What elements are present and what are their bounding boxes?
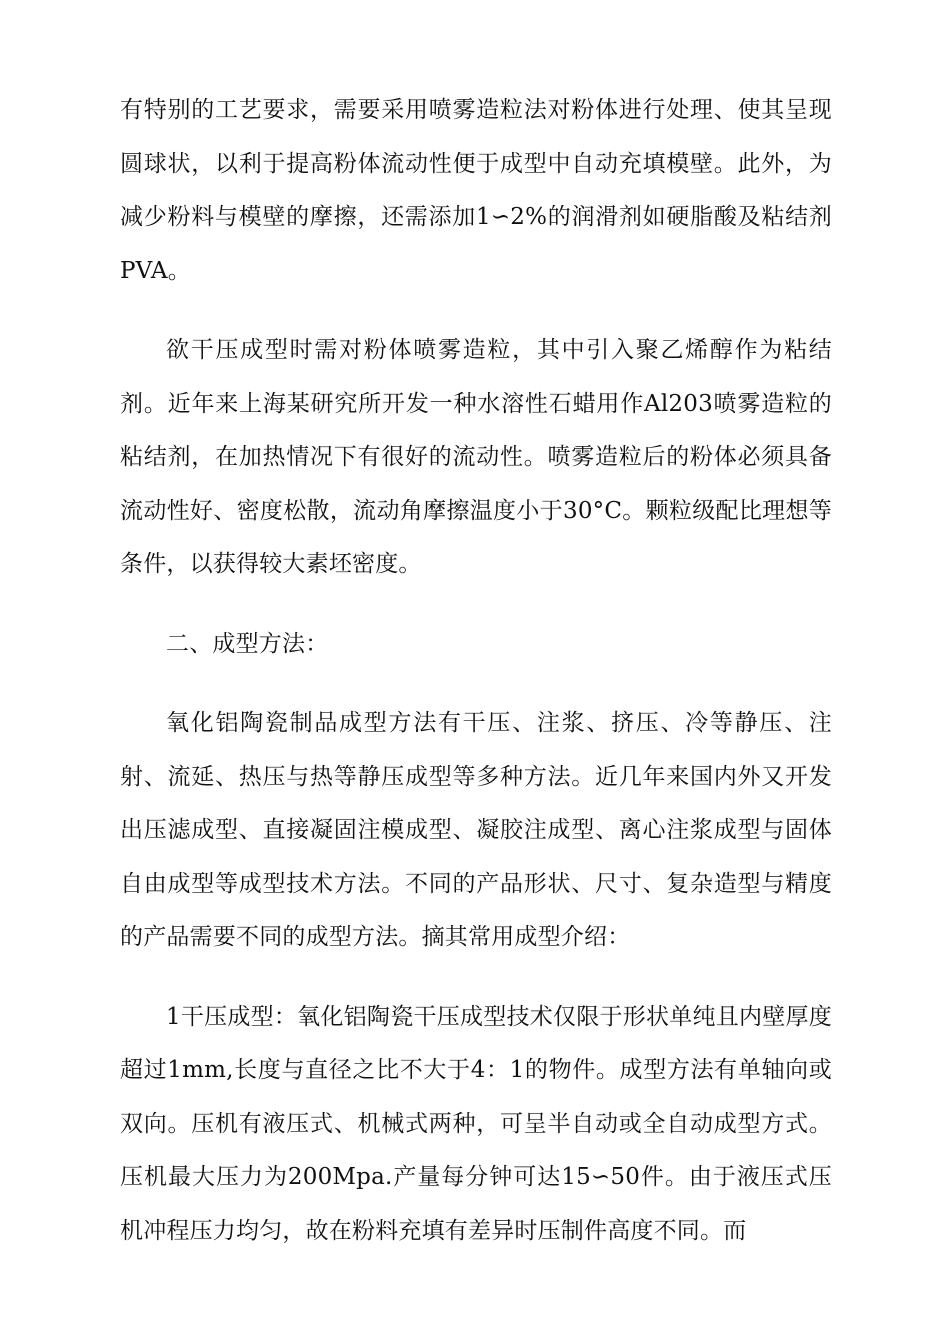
- paragraph-spray-granulation: 欲干压成型时需对粉体喷雾造粒，其中引入聚乙烯醇作为粘结剂。近年来上海某研究所开发一种水溶性石蜡用作Al203喷雾造粒的粘结剂，在加热情况下有很好的流动性。喷雾造粒后的粉体必须具备流动性好、密度松散，流动角摩擦温度小于30°C。颗粒级配比理想等条件，以获得较大素坯密度。: [120, 337, 833, 577]
- paragraph-gap: [120, 298, 832, 324]
- paragraph-gap: [120, 965, 832, 991]
- paragraph-forming-methods-overview: 氧化铝陶瓷制品成型方法有干压、注浆、挤压、冷等静压、注射、流延、热压与热等静压成型等多种方法。近几年来国内外又开发出压滤成型、直接凝固注模成型、凝胶注成型、离心注浆成型与固体自由成型等成型技术方法。不同的产品形状、尺寸、复杂造型与精度的产品需要不同的成型方法。摘其常用成型介绍：: [120, 710, 832, 950]
- paragraph-gap: [120, 671, 832, 697]
- section-heading-forming-methods: 二、成型方法：: [166, 630, 329, 657]
- paragraph-dry-pressing: 1干压成型：氧化铝陶瓷干压成型技术仅限于形状单纯且内壁厚度超过1mm,长度与直径之比不大于4：1的物件。成型方法有单轴向或双向。压机有液压式、机械式两种，可呈半自动或全自动成型方式。压机最大压力为200Mpa.产量每分钟可达15∽50件。由于液压式压机冲程压力均匀，故在粉料充填有差异时压制件高度不同。而: [120, 1003, 832, 1244]
- paragraph-continuation: 有特别的工艺要求，需要采用喷雾造粒法对粉体进行处理、使其呈现圆球状，以利于提高粉体流动性便于成型中自动充填模壁。此外，为减少粉料与模壁的摩擦，还需添加1∽2%的润滑剂如硬脂酸及粘结剂PVA。: [120, 97, 832, 284]
- paragraph-gap: [120, 592, 832, 618]
